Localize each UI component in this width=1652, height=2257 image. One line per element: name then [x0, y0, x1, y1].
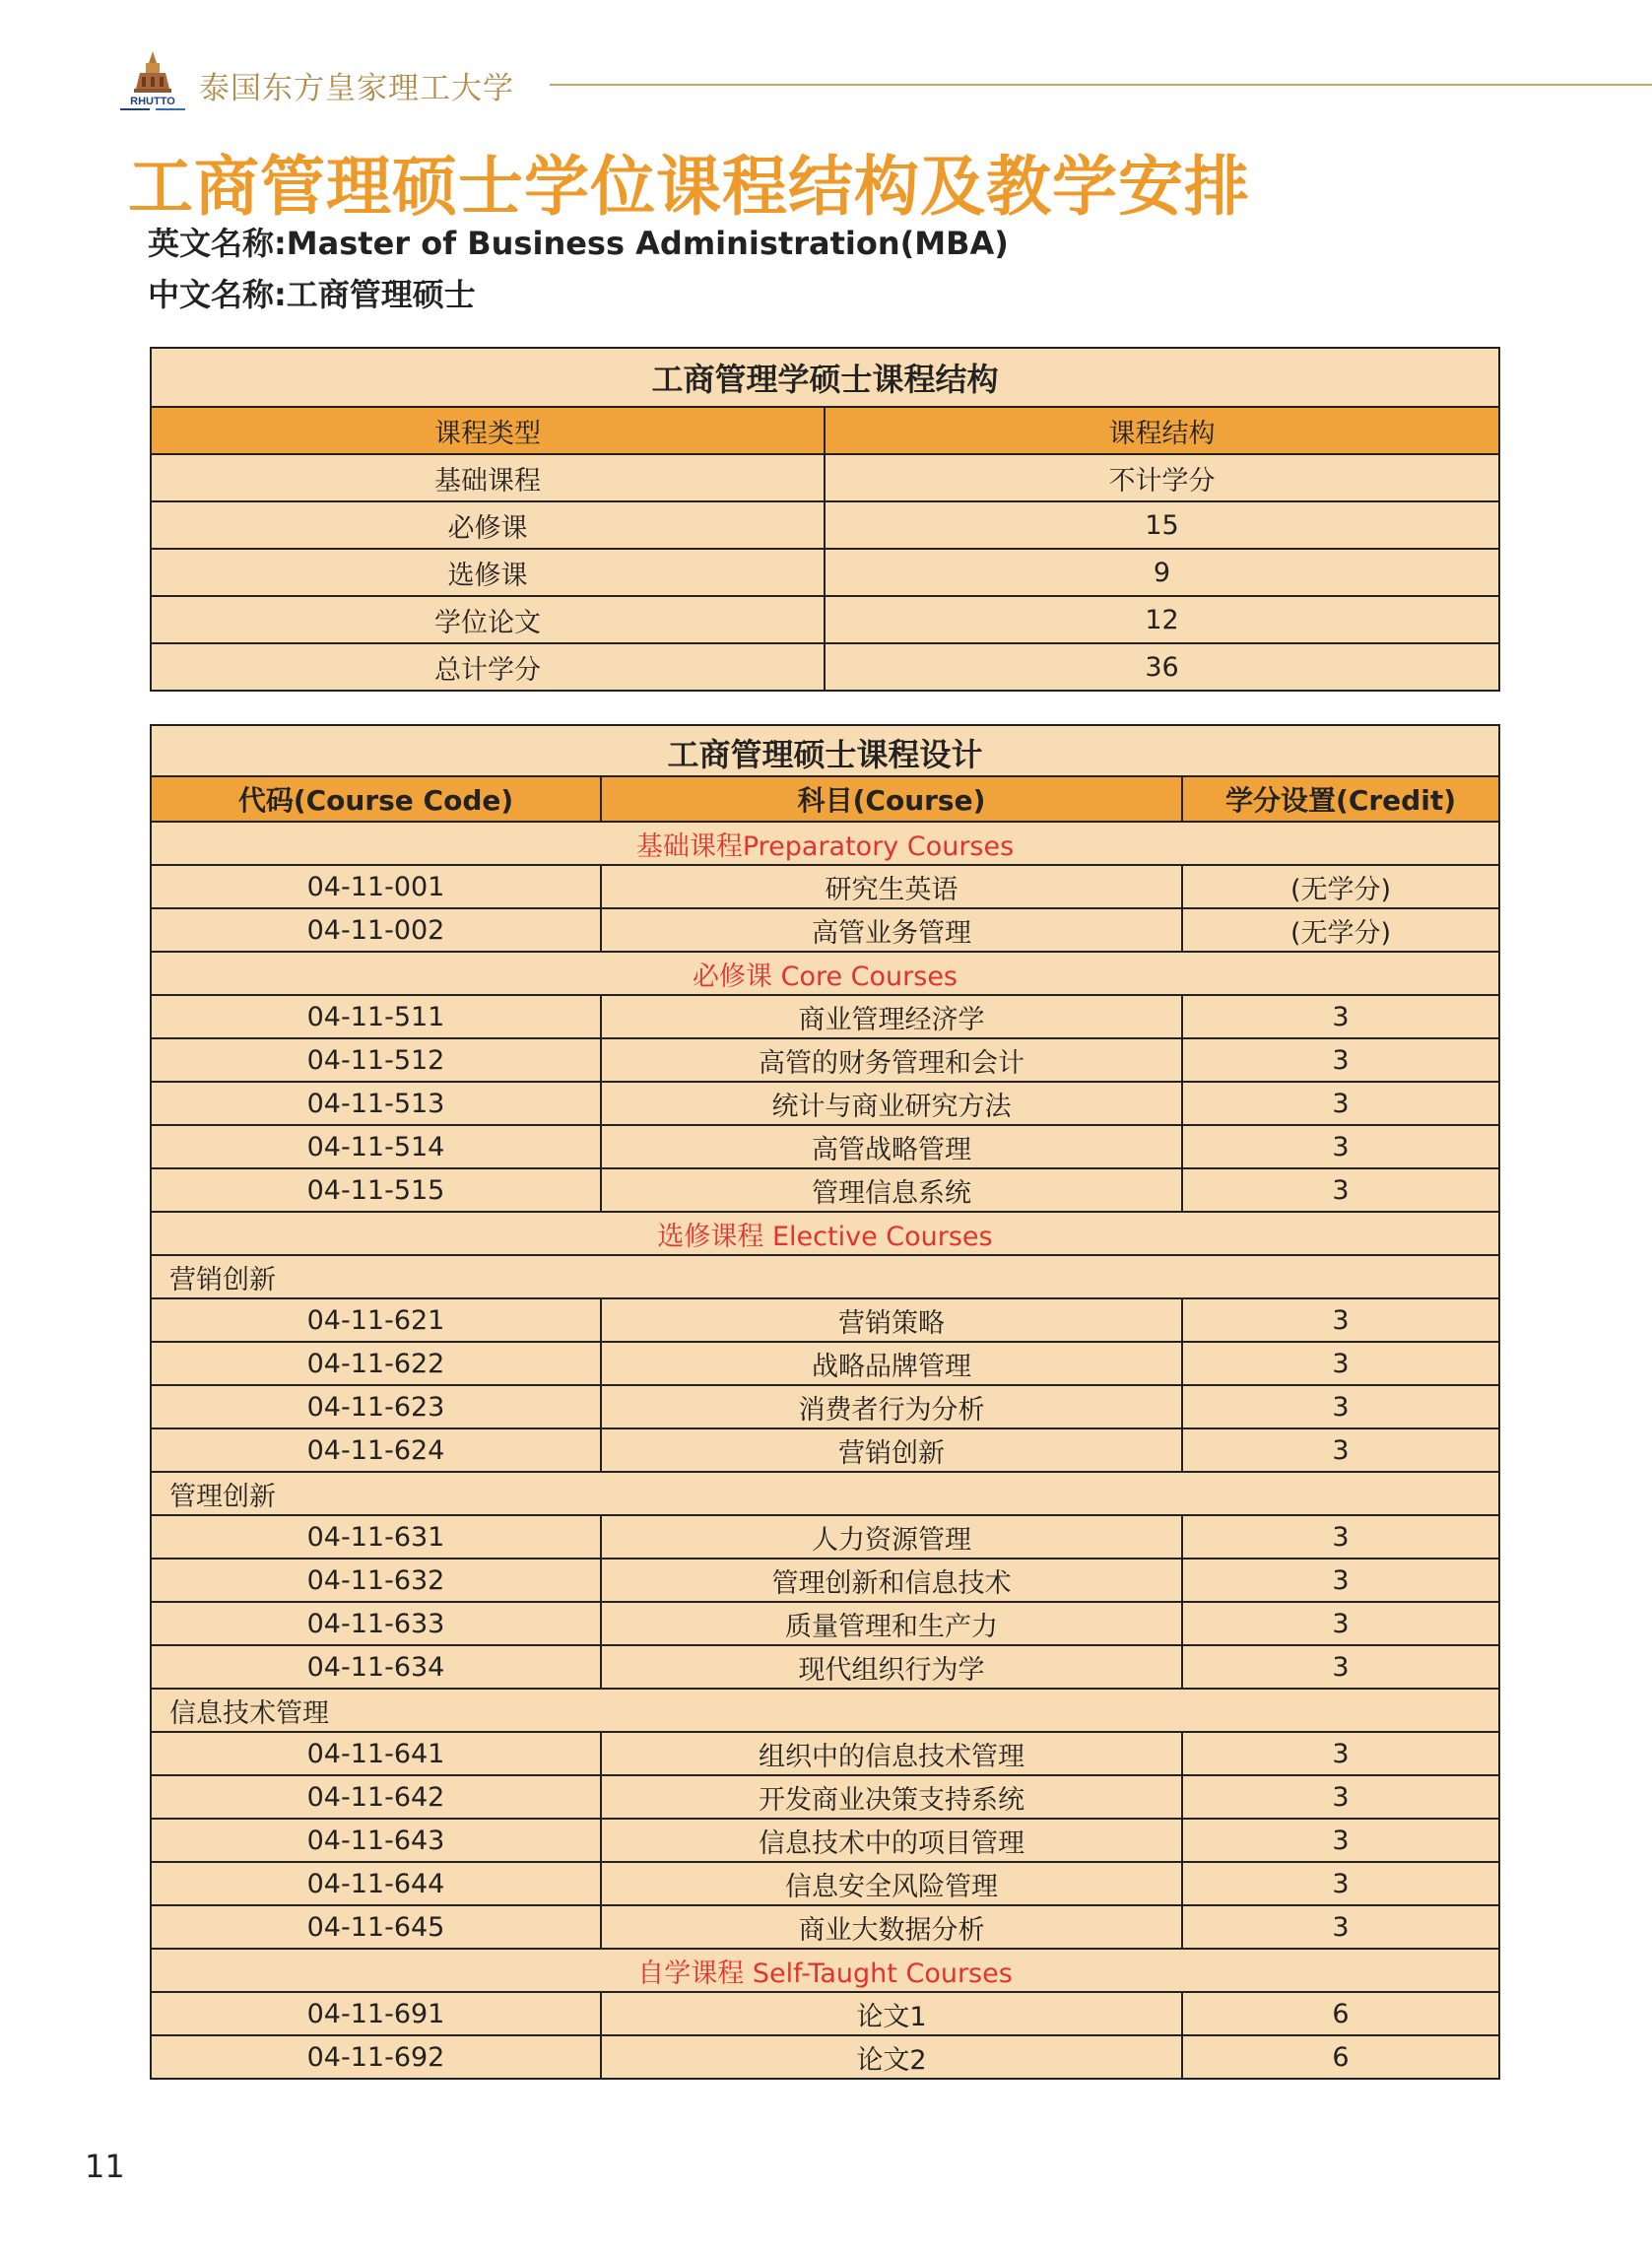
course-code-cell: 04-11-691	[151, 1992, 601, 2035]
credit-cell: (无学分)	[1182, 865, 1499, 908]
course-name-cell: 信息技术中的项目管理	[601, 1819, 1182, 1862]
course-structure-cell: 9	[825, 549, 1499, 596]
table-row	[151, 1862, 1499, 1905]
section-header-row	[151, 1212, 1499, 1255]
table-row	[151, 1385, 1499, 1428]
section-title: 必修课 Core Courses	[151, 952, 1499, 995]
table-row	[151, 1819, 1499, 1862]
course-code-cell: 04-11-632	[151, 1559, 601, 1602]
credit-cell: 3	[1182, 1125, 1499, 1168]
credit-cell: 3	[1182, 1602, 1499, 1645]
table-header-row	[151, 776, 1499, 822]
group-title: 管理创新	[151, 1472, 1499, 1515]
page-number: 11	[85, 2148, 125, 2185]
group-title: 营销创新	[151, 1255, 1499, 1298]
english-name: 英文名称:Master of Business Administration(MBA)	[148, 225, 1009, 262]
table-caption-row	[151, 725, 1499, 776]
table-row	[151, 2035, 1499, 2079]
course-type-cell: 选修课	[151, 549, 825, 596]
section-header-row	[151, 1949, 1499, 1992]
course-structure-cell: 12	[825, 596, 1499, 643]
course-code-cell: 04-11-511	[151, 995, 601, 1038]
course-structure-cell: 不计学分	[825, 454, 1499, 501]
course-name-cell: 统计与商业研究方法	[601, 1082, 1182, 1125]
table-row	[151, 1645, 1499, 1689]
course-name-cell: 开发商业决策支持系统	[601, 1775, 1182, 1819]
course-design-table	[150, 724, 1500, 2080]
course-name-cell: 研究生英语	[601, 865, 1182, 908]
course-name-cell: 高管的财务管理和会计	[601, 1038, 1182, 1082]
course-type-cell: 总计学分	[151, 643, 825, 691]
column-header: 学分设置(Credit)	[1182, 776, 1499, 822]
course-name-cell: 商业大数据分析	[601, 1905, 1182, 1949]
course-code-cell: 04-11-622	[151, 1342, 601, 1385]
table-row	[151, 1428, 1499, 1472]
course-name-cell: 现代组织行为学	[601, 1645, 1182, 1689]
column-header: 科目(Course)	[601, 776, 1182, 822]
column-header: 课程结构	[825, 407, 1499, 454]
header-divider	[550, 84, 1652, 86]
credit-cell: 3	[1182, 1428, 1499, 1472]
table-row	[151, 1168, 1499, 1212]
table-row	[151, 549, 1499, 596]
group-header-row	[151, 1472, 1499, 1515]
course-name-cell: 管理创新和信息技术	[601, 1559, 1182, 1602]
credit-cell: 3	[1182, 1298, 1499, 1342]
chinese-name: 中文名称:工商管理硕士	[148, 276, 476, 313]
credit-cell: 3	[1182, 1385, 1499, 1428]
credit-cell: 3	[1182, 1775, 1499, 1819]
course-code-cell: 04-11-002	[151, 908, 601, 952]
section-header-row	[151, 952, 1499, 995]
course-name-cell: 质量管理和生产力	[601, 1602, 1182, 1645]
credit-cell: 3	[1182, 1038, 1499, 1082]
course-name-cell: 组织中的信息技术管理	[601, 1732, 1182, 1775]
table-row	[151, 1038, 1499, 1082]
course-name-cell: 信息安全风险管理	[601, 1862, 1182, 1905]
course-type-cell: 基础课程	[151, 454, 825, 501]
table-row	[151, 995, 1499, 1038]
credit-cell: 3	[1182, 1905, 1499, 1949]
table-row	[151, 1905, 1499, 1949]
page-header	[116, 49, 1652, 114]
table-caption-row	[151, 348, 1499, 407]
course-name-cell: 消费者行为分析	[601, 1385, 1182, 1428]
credit-cell: 6	[1182, 1992, 1499, 2035]
table-row	[151, 1732, 1499, 1775]
course-code-cell: 04-11-634	[151, 1645, 601, 1689]
course-type-cell: 必修课	[151, 501, 825, 549]
column-header: 课程类型	[151, 407, 825, 454]
course-structure-cell: 36	[825, 643, 1499, 691]
table-row	[151, 1775, 1499, 1819]
course-code-cell: 04-11-512	[151, 1038, 601, 1082]
course-code-cell: 04-11-624	[151, 1428, 601, 1472]
course-code-cell: 04-11-642	[151, 1775, 601, 1819]
table-caption: 工商管理学硕士课程结构	[151, 348, 1499, 407]
credit-cell: 3	[1182, 1515, 1499, 1559]
course-name-cell: 战略品牌管理	[601, 1342, 1182, 1385]
course-code-cell: 04-11-623	[151, 1385, 601, 1428]
table-row	[151, 908, 1499, 952]
course-code-cell: 04-11-692	[151, 2035, 601, 2079]
table-row	[151, 501, 1499, 549]
group-title: 信息技术管理	[151, 1689, 1499, 1732]
course-code-cell: 04-11-641	[151, 1732, 601, 1775]
course-code-cell: 04-11-001	[151, 865, 601, 908]
table-row	[151, 1298, 1499, 1342]
course-code-cell: 04-11-515	[151, 1168, 601, 1212]
credit-cell: 3	[1182, 1342, 1499, 1385]
university-logo	[116, 49, 189, 114]
credit-cell: 3	[1182, 1819, 1499, 1862]
credit-cell: 3	[1182, 995, 1499, 1038]
group-header-row	[151, 1255, 1499, 1298]
table-row	[151, 1082, 1499, 1125]
section-title: 自学课程 Self-Taught Courses	[151, 1949, 1499, 1992]
credit-cell: 3	[1182, 1082, 1499, 1125]
course-name-cell: 人力资源管理	[601, 1515, 1182, 1559]
table-row	[151, 1992, 1499, 2035]
table-row	[151, 1125, 1499, 1168]
table-row	[151, 454, 1499, 501]
page-title: 工商管理硕士学位课程结构及教学安排	[128, 149, 1250, 225]
course-name-cell: 商业管理经济学	[601, 995, 1182, 1038]
column-header: 代码(Course Code)	[151, 776, 601, 822]
credit-cell: 3	[1182, 1645, 1499, 1689]
course-name-cell: 论文1	[601, 1992, 1182, 2035]
course-structure-table	[150, 347, 1500, 692]
course-type-cell: 学位论文	[151, 596, 825, 643]
table-caption: 工商管理硕士课程设计	[151, 725, 1499, 776]
table-row	[151, 865, 1499, 908]
table-header-row	[151, 407, 1499, 454]
table-row	[151, 1342, 1499, 1385]
course-code-cell: 04-11-644	[151, 1862, 601, 1905]
credit-cell: 6	[1182, 2035, 1499, 2079]
course-code-cell: 04-11-631	[151, 1515, 601, 1559]
section-title: 基础课程Preparatory Courses	[151, 822, 1499, 865]
credit-cell: 3	[1182, 1559, 1499, 1602]
logo-text: RHUTTO	[130, 96, 175, 107]
course-name-cell: 营销策略	[601, 1298, 1182, 1342]
course-code-cell: 04-11-645	[151, 1905, 601, 1949]
university-name: 泰国东方皇家理工大学	[199, 71, 514, 106]
table-row	[151, 1559, 1499, 1602]
table-row	[151, 643, 1499, 691]
credit-cell: 3	[1182, 1862, 1499, 1905]
course-name-cell: 高管业务管理	[601, 908, 1182, 952]
course-code-cell: 04-11-621	[151, 1298, 601, 1342]
group-header-row	[151, 1689, 1499, 1732]
table-row	[151, 596, 1499, 643]
course-name-cell: 营销创新	[601, 1428, 1182, 1472]
credit-cell: (无学分)	[1182, 908, 1499, 952]
section-header-row	[151, 822, 1499, 865]
course-structure-cell: 15	[825, 501, 1499, 549]
course-name-cell: 高管战略管理	[601, 1125, 1182, 1168]
course-code-cell: 04-11-514	[151, 1125, 601, 1168]
credit-cell: 3	[1182, 1168, 1499, 1212]
course-code-cell: 04-11-633	[151, 1602, 601, 1645]
course-code-cell: 04-11-643	[151, 1819, 601, 1862]
table-row	[151, 1515, 1499, 1559]
table-row	[151, 1602, 1499, 1645]
course-name-cell: 管理信息系统	[601, 1168, 1182, 1212]
course-name-cell: 论文2	[601, 2035, 1182, 2079]
course-code-cell: 04-11-513	[151, 1082, 601, 1125]
credit-cell: 3	[1182, 1732, 1499, 1775]
section-title: 选修课程 Elective Courses	[151, 1212, 1499, 1255]
